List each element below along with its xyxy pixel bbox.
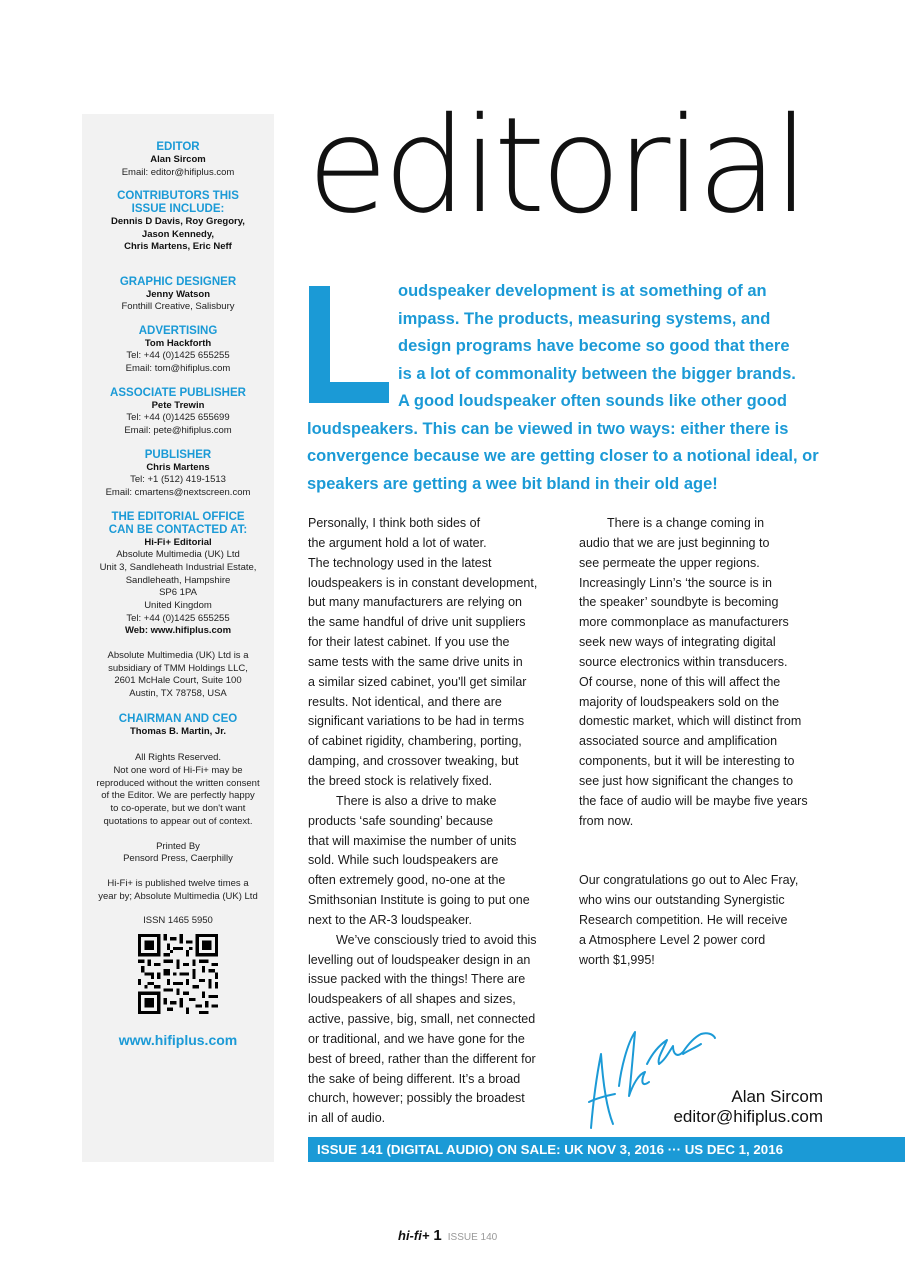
body-line: the speaker’ soundbyte is becoming xyxy=(579,595,779,610)
office-heading-2: CAN BE CONTACTED AT: xyxy=(108,523,248,536)
intro-line: design programs have become so good that there xyxy=(398,337,790,355)
rights-line: reproduced without the written consent xyxy=(96,777,260,789)
congrats-line: worth $1,995! xyxy=(579,952,655,967)
congrats-line: Our congratulations go out to Alec Fray, xyxy=(579,873,799,888)
body-line: There is a change coming in xyxy=(607,516,765,530)
issue-banner: ISSUE 141 (DIGITAL AUDIO) ON SALE: UK NOV 3, 2016 ··· US DEC 1, 2016 xyxy=(308,1137,905,1162)
subsidiary-line: subsidiary of TMM Holdings LLC, xyxy=(108,662,248,674)
publication-note xyxy=(82,878,274,903)
body-line: audio that we are just beginning to xyxy=(579,535,770,550)
subsidiary-note xyxy=(82,650,274,701)
editor-email[interactable]: Email: editor@hifiplus.com xyxy=(121,166,235,178)
printer-note xyxy=(82,841,274,866)
body-line: the argument hold a lot of water. xyxy=(308,535,487,550)
body-line: levelling out of loudspeaker design in an xyxy=(308,952,531,967)
printed-line: Pensord Press, Caerphilly xyxy=(123,853,233,865)
body-line: or traditional, and we have gone for the xyxy=(308,1031,525,1046)
office-line: Tel: +44 (0)1425 655255 xyxy=(126,612,230,624)
office-line: Unit 3, Sandleheath Industrial Estate, xyxy=(99,561,257,573)
chairman-block xyxy=(82,713,274,739)
body-column-left xyxy=(308,514,570,1129)
body-line: sold. While such loudspeakers are xyxy=(308,853,499,868)
associate-email[interactable]: Email: pete@hifiplus.com xyxy=(124,425,232,437)
designer-heading: GRAPHIC DESIGNER xyxy=(119,275,237,288)
hifi-logo: hi-fi+ xyxy=(398,1228,430,1243)
page-number: 1 xyxy=(433,1227,442,1244)
designer-name: Jenny Watson xyxy=(145,288,211,300)
intro-line: impass. The products, measuring systems, and xyxy=(398,309,771,328)
signoff xyxy=(673,1087,823,1127)
intro-line: convergence because we are getting closer to a notional ideal, or xyxy=(307,447,819,465)
body-line: There is also a drive to make xyxy=(336,793,497,808)
contributors-line: Dennis D Davis, Roy Gregory, xyxy=(111,216,245,228)
body-line: The technology used in the latest xyxy=(308,555,492,570)
body-line: loudspeakers is in constant development, xyxy=(308,575,538,590)
publisher-name: Chris Martens xyxy=(146,461,210,473)
body-line: the face of audio will be maybe five years xyxy=(579,793,808,808)
rights-line: to co-operate, but we don't want xyxy=(110,803,246,815)
associate-block xyxy=(82,387,274,438)
issn: ISSN 1465 5950 xyxy=(143,915,213,927)
body-line: significant variations to be had in terms xyxy=(308,714,525,729)
publisher-email[interactable]: Email: cmartens@nextscreen.com xyxy=(105,486,251,498)
body-line: We’ve consciously tried to avoid this xyxy=(336,932,537,947)
rights-line: of the Editor. We are perfectly happy xyxy=(101,790,255,802)
body-line: that will maximise the number of units xyxy=(308,833,517,848)
body-line: the sake of being different. It’s a broad xyxy=(308,1071,521,1086)
office-line: United Kingdom xyxy=(144,599,212,611)
body-line: but many manufacturers are relying on xyxy=(308,595,522,610)
office-block xyxy=(82,511,274,638)
body-line: associated source and amplification xyxy=(579,734,778,749)
page-footer xyxy=(398,1227,497,1244)
advertising-block xyxy=(82,325,274,376)
rights-line: Not one word of Hi-Fi+ may be xyxy=(113,765,243,777)
contributors-heading-2: ISSUE INCLUDE: xyxy=(131,203,225,216)
office-heading-1: THE EDITORIAL OFFICE xyxy=(111,510,245,523)
rights-line: quotations to appear out of context. xyxy=(103,815,253,827)
publisher-block xyxy=(82,449,274,500)
body-line: more commonplace as manufacturers xyxy=(579,615,789,630)
contributors-line: Jason Kennedy, xyxy=(141,228,215,240)
body-line: a similar sized cabinet, you'll get similar xyxy=(308,674,527,689)
designer-company: Fonthill Creative, Salisbury xyxy=(121,301,235,313)
body-line: the breed stock is relatively fixed. xyxy=(308,773,493,788)
signoff-name: Alan Sircom xyxy=(731,1087,823,1106)
body-line: domestic market, which will distinct from xyxy=(579,714,802,729)
rights-note xyxy=(82,752,274,828)
congrats-line: Research competition. He will receive xyxy=(579,912,788,927)
office-line: Absolute Multimedia (UK) Ltd xyxy=(116,549,240,561)
page-title: editorial xyxy=(307,89,805,243)
chairman-heading: CHAIRMAN AND CEO xyxy=(118,712,238,725)
body-line: damping, and crossover tweaking, but xyxy=(308,754,519,769)
contributors-line: Chris Martens, Eric Neff xyxy=(124,241,232,253)
office-line: SP6 1PA xyxy=(159,587,197,599)
published-line: Hi-Fi+ is published twelve times a xyxy=(107,877,249,889)
office-line: Sandleheath, Hampshire xyxy=(125,574,231,586)
body-line: the same handful of drive unit suppliers xyxy=(308,615,526,630)
congrats-line: who wins our outstanding Synergistic xyxy=(579,893,785,908)
editor-block xyxy=(82,141,274,179)
body-line: see permeate the upper regions. xyxy=(579,555,760,570)
body-line: often extremely good, no-one at the xyxy=(308,873,506,888)
intro-line: A good loudspeaker often sounds like other good xyxy=(398,392,787,410)
body-line: Smithsonian Institute is going to put one xyxy=(308,893,530,908)
associate-heading: ASSOCIATE PUBLISHER xyxy=(110,386,246,399)
office-web[interactable]: Web: www.hifiplus.com xyxy=(124,625,232,637)
editor-heading: EDITOR xyxy=(156,141,200,153)
associate-tel: Tel: +44 (0)1425 655699 xyxy=(126,412,230,424)
body-line: church, however; possibly the broadest xyxy=(308,1091,525,1106)
intro-line: speakers are getting a wee bit bland in their old age! xyxy=(307,474,718,493)
body-line: next to the AR-3 loudspeaker. xyxy=(308,912,472,927)
body-line: loudspeakers of all shapes and sizes, xyxy=(308,992,516,1007)
publisher-heading: PUBLISHER xyxy=(144,448,212,461)
congrats-line: a Atmosphere Level 2 power cord xyxy=(579,932,766,947)
subsidiary-line: Austin, TX 78758, USA xyxy=(129,688,227,700)
body-line: see just how significant the changes to xyxy=(579,773,794,788)
body-line: same tests with the same drive units in xyxy=(308,654,523,669)
intro-line: oudspeaker development is at something of an xyxy=(398,282,767,300)
advertising-email[interactable]: Email: tom@hifiplus.com xyxy=(125,363,231,375)
subsidiary-line: 2601 McHale Court, Suite 100 xyxy=(114,675,242,687)
intro-line: is a lot of commonality between the bigger brands. xyxy=(398,364,796,383)
body-line: issue packed with the things! There are xyxy=(308,972,526,987)
advertising-tel: Tel: +44 (0)1425 655255 xyxy=(126,350,230,362)
signoff-email[interactable]: editor@hifiplus.com xyxy=(673,1107,823,1126)
body-line: Of course, none of this will affect the xyxy=(579,674,781,689)
publisher-tel: Tel: +1 (512) 419-1513 xyxy=(130,474,226,486)
designer-block xyxy=(82,276,274,314)
intro-paragraph xyxy=(307,278,827,498)
body-line: majority of loudspeakers sold on the xyxy=(579,694,780,709)
body-line: best of breed, rather than the different for xyxy=(308,1051,536,1066)
masthead-sidebar xyxy=(82,114,274,1162)
qr-code-icon[interactable] xyxy=(138,934,218,1014)
rights-line: All Rights Reserved. xyxy=(134,752,222,764)
body-line: from now. xyxy=(579,813,634,828)
chairman-name: Thomas B. Martin, Jr. xyxy=(129,725,227,737)
body-line: in all of audio. xyxy=(308,1111,386,1126)
body-line: for their latest cabinet. If you use the xyxy=(308,635,510,650)
body-line: seek new ways of integrating digital xyxy=(579,635,776,650)
office-name: Hi-Fi+ Editorial xyxy=(144,536,212,548)
body-line: of cabinet rigidity, chambering, porting, xyxy=(308,734,522,749)
associate-name: Pete Trewin xyxy=(151,399,205,411)
body-line: products ‘safe sounding’ because xyxy=(308,813,494,828)
body-column-right xyxy=(579,514,829,970)
contributors-heading-1: CONTRIBUTORS THIS xyxy=(117,190,239,203)
published-line: year by; Absolute Multimedia (UK) Ltd xyxy=(98,890,258,902)
body-line: active, passive, big, small, net connected xyxy=(308,1012,536,1027)
printed-line: Printed By xyxy=(156,840,200,852)
contributors-block xyxy=(82,190,274,254)
website-link[interactable]: www.hifiplus.com xyxy=(118,1032,238,1049)
footer-issue: ISSUE 140 xyxy=(447,1232,498,1243)
subsidiary-line: Absolute Multimedia (UK) Ltd is a xyxy=(107,650,249,662)
body-line: source electronics within transducers. xyxy=(579,654,788,669)
paragraph-gap xyxy=(579,832,829,872)
body-line: components, but it will be interesting to xyxy=(579,754,795,769)
body-line: Increasingly Linn’s ‘the source is in xyxy=(579,575,772,590)
editor-name: Alan Sircom xyxy=(150,154,206,165)
body-line: results. Not identical, and there are xyxy=(308,694,502,709)
intro-line: loudspeakers. This can be viewed in two ways: either there is xyxy=(307,419,789,438)
advertising-name: Tom Hackforth xyxy=(144,337,212,349)
body-line: Personally, I think both sides of xyxy=(308,516,481,530)
advertising-heading: ADVERTISING xyxy=(138,324,218,337)
